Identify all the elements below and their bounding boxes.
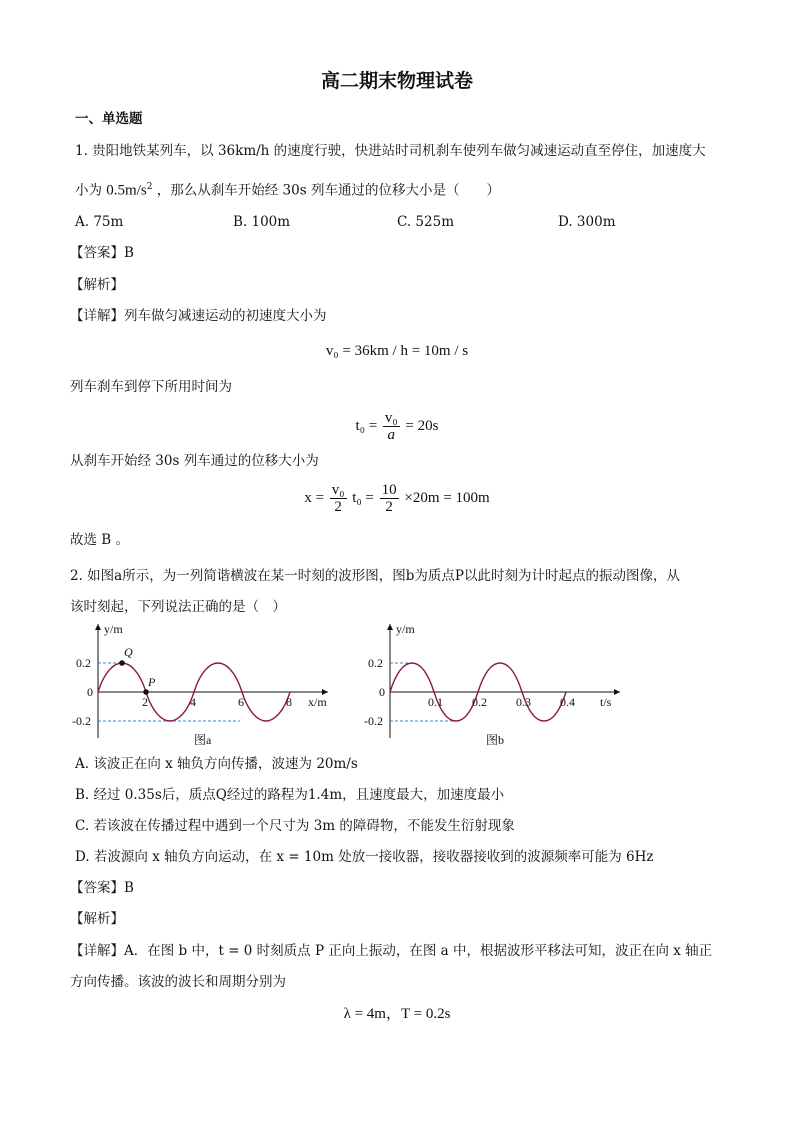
fig-b-xtick: 0.1 bbox=[428, 695, 443, 709]
fig-a-ytick: -0.2 bbox=[72, 714, 91, 728]
eq3-fraction-1 bbox=[330, 482, 347, 515]
q1-equation-3 bbox=[0, 480, 794, 516]
eq2-fraction bbox=[383, 410, 400, 443]
eq3-den2: 2 bbox=[385, 499, 393, 516]
eq3-left: x = bbox=[304, 490, 325, 506]
q2-analysis-label: 【解析】 bbox=[70, 911, 124, 927]
fig-b-ytick: -0.2 bbox=[364, 714, 383, 728]
q1-option-d: D. 300m bbox=[558, 214, 616, 230]
q2-option-c: C. 若该波在传播过程中遇到一个尺寸为 3m 的障碍物，不能发生衍射现象 bbox=[75, 818, 515, 834]
fig-a-ytick: 0 bbox=[87, 685, 93, 699]
eq3-mid: t₀ = bbox=[352, 490, 374, 506]
fig-a-xlabel: x/m bbox=[308, 695, 327, 709]
figure-a bbox=[60, 618, 340, 750]
q1-option-b: B. 100m bbox=[233, 214, 291, 230]
q1-stem-line1: 1. 贵阳地铁某列车，以 36km/h 的速度行驶，快进站时司机刹车使列车做匀减速运动直至停住，加速度大 bbox=[75, 143, 706, 159]
fig-b-ytick: 0 bbox=[379, 685, 385, 699]
q1-text-3: 从刹车开始经 30s 列车通过的位移大小为 bbox=[70, 453, 319, 469]
q1-accel-exp: 2 bbox=[146, 182, 153, 192]
fig-b-ytick: 0.2 bbox=[368, 656, 383, 670]
q1-answer: 【答案】B bbox=[70, 245, 134, 261]
eq3-fraction-2 bbox=[380, 482, 399, 515]
q1-text-2: 列车刹车到停下所用时间为 bbox=[70, 379, 232, 395]
eq2-right: = 20s bbox=[405, 418, 439, 434]
eq3-den1: 2 bbox=[334, 499, 342, 516]
q1-conclusion: 故选 B 。 bbox=[70, 532, 130, 548]
q2-stem-line1: 2. 如图a所示，为一列简谐横波在某一时刻的波形图，图b为质点P以此时刻为计时起点的振动图像，从 bbox=[70, 568, 680, 584]
q2-equation: λ = 4m，T = 0.2s bbox=[343, 1006, 451, 1022]
fig-a-xtick: 4 bbox=[190, 695, 196, 709]
fig-a-caption: 图a bbox=[194, 733, 212, 747]
eq2-left: t₀ = bbox=[355, 418, 378, 434]
eq3-num1: v₀ bbox=[331, 482, 345, 499]
q2-detail-line2: 方向传播。该波的波长和周期分别为 bbox=[70, 974, 286, 990]
q2-detail-line1: 【详解】A．在图 b 中，t = 0 时刻质点 P 正向上振动，在图 a 中，根据波形平移法可知，波正在向 x 轴正 bbox=[70, 943, 713, 959]
q1-option-c: C. 525m bbox=[397, 214, 454, 230]
q1-equation-1: v₀ = 36km / h = 10m / s bbox=[325, 343, 469, 359]
eq2-denominator: a bbox=[387, 427, 396, 444]
fig-b-xlabel: t/s bbox=[600, 695, 612, 709]
fig-a-ytick: 0.2 bbox=[76, 656, 91, 670]
q1-detail: 【详解】列车做匀减速运动的初速度大小为 bbox=[70, 308, 327, 324]
q2-option-a: A. 该波正在向 x 轴负方向传播，波速为 20m/s bbox=[75, 756, 358, 772]
fig-b-xtick: 0.2 bbox=[472, 695, 487, 709]
section-heading: 一、单选题 bbox=[75, 111, 143, 127]
fig-b-ylabel: y/m bbox=[396, 622, 415, 636]
q1-stem-text: 小为 bbox=[75, 182, 102, 199]
q2-stem-line2: 该时刻起，下列说法正确的是（ ） bbox=[70, 599, 286, 615]
fig-a-label-p: P bbox=[148, 675, 156, 689]
fig-b-xtick: 0.4 bbox=[560, 695, 575, 709]
fig-a-xtick: 2 bbox=[142, 695, 148, 709]
fig-b-caption: 图b bbox=[486, 733, 505, 747]
q2-option-b: B. 经过 0.35s后，质点Q经过的路程为1.4m，且速度最大，加速度最小 bbox=[75, 787, 505, 803]
q1-stem-question: ，那么从刹车开始经 30s 列车通过的位移大小是（ ） bbox=[156, 182, 500, 199]
figure-b bbox=[350, 618, 630, 750]
fig-a-point-q bbox=[119, 660, 125, 666]
fig-a-xtick: 8 bbox=[286, 695, 292, 709]
page-title: 高二期末物理试卷 bbox=[320, 70, 473, 92]
fig-a-label-q: Q bbox=[124, 645, 133, 659]
q1-option-a: A. 75m bbox=[75, 214, 124, 230]
fig-a-xtick: 6 bbox=[238, 695, 244, 709]
q1-stem-line2 bbox=[75, 178, 500, 200]
fig-a-point-p bbox=[143, 689, 149, 695]
fig-a-ylabel: y/m bbox=[104, 622, 123, 636]
q1-equation-2 bbox=[0, 408, 794, 444]
eq3-num2: 10 bbox=[381, 482, 397, 499]
q1-analysis-label: 【解析】 bbox=[70, 277, 124, 293]
q2-option-d: D. 若波源向 x 轴负方向运动，在 x = 10m 处放一接收器，接收器接收到的波源频率可能为 6Hz bbox=[75, 849, 654, 865]
eq2-numerator: v₀ bbox=[384, 410, 398, 427]
eq3-right: ×20m = 100m bbox=[404, 490, 490, 506]
fig-b-xtick: 0.3 bbox=[516, 695, 531, 709]
q2-answer: 【答案】B bbox=[70, 880, 134, 896]
q1-accel-value: 0.5m/s bbox=[106, 182, 147, 199]
